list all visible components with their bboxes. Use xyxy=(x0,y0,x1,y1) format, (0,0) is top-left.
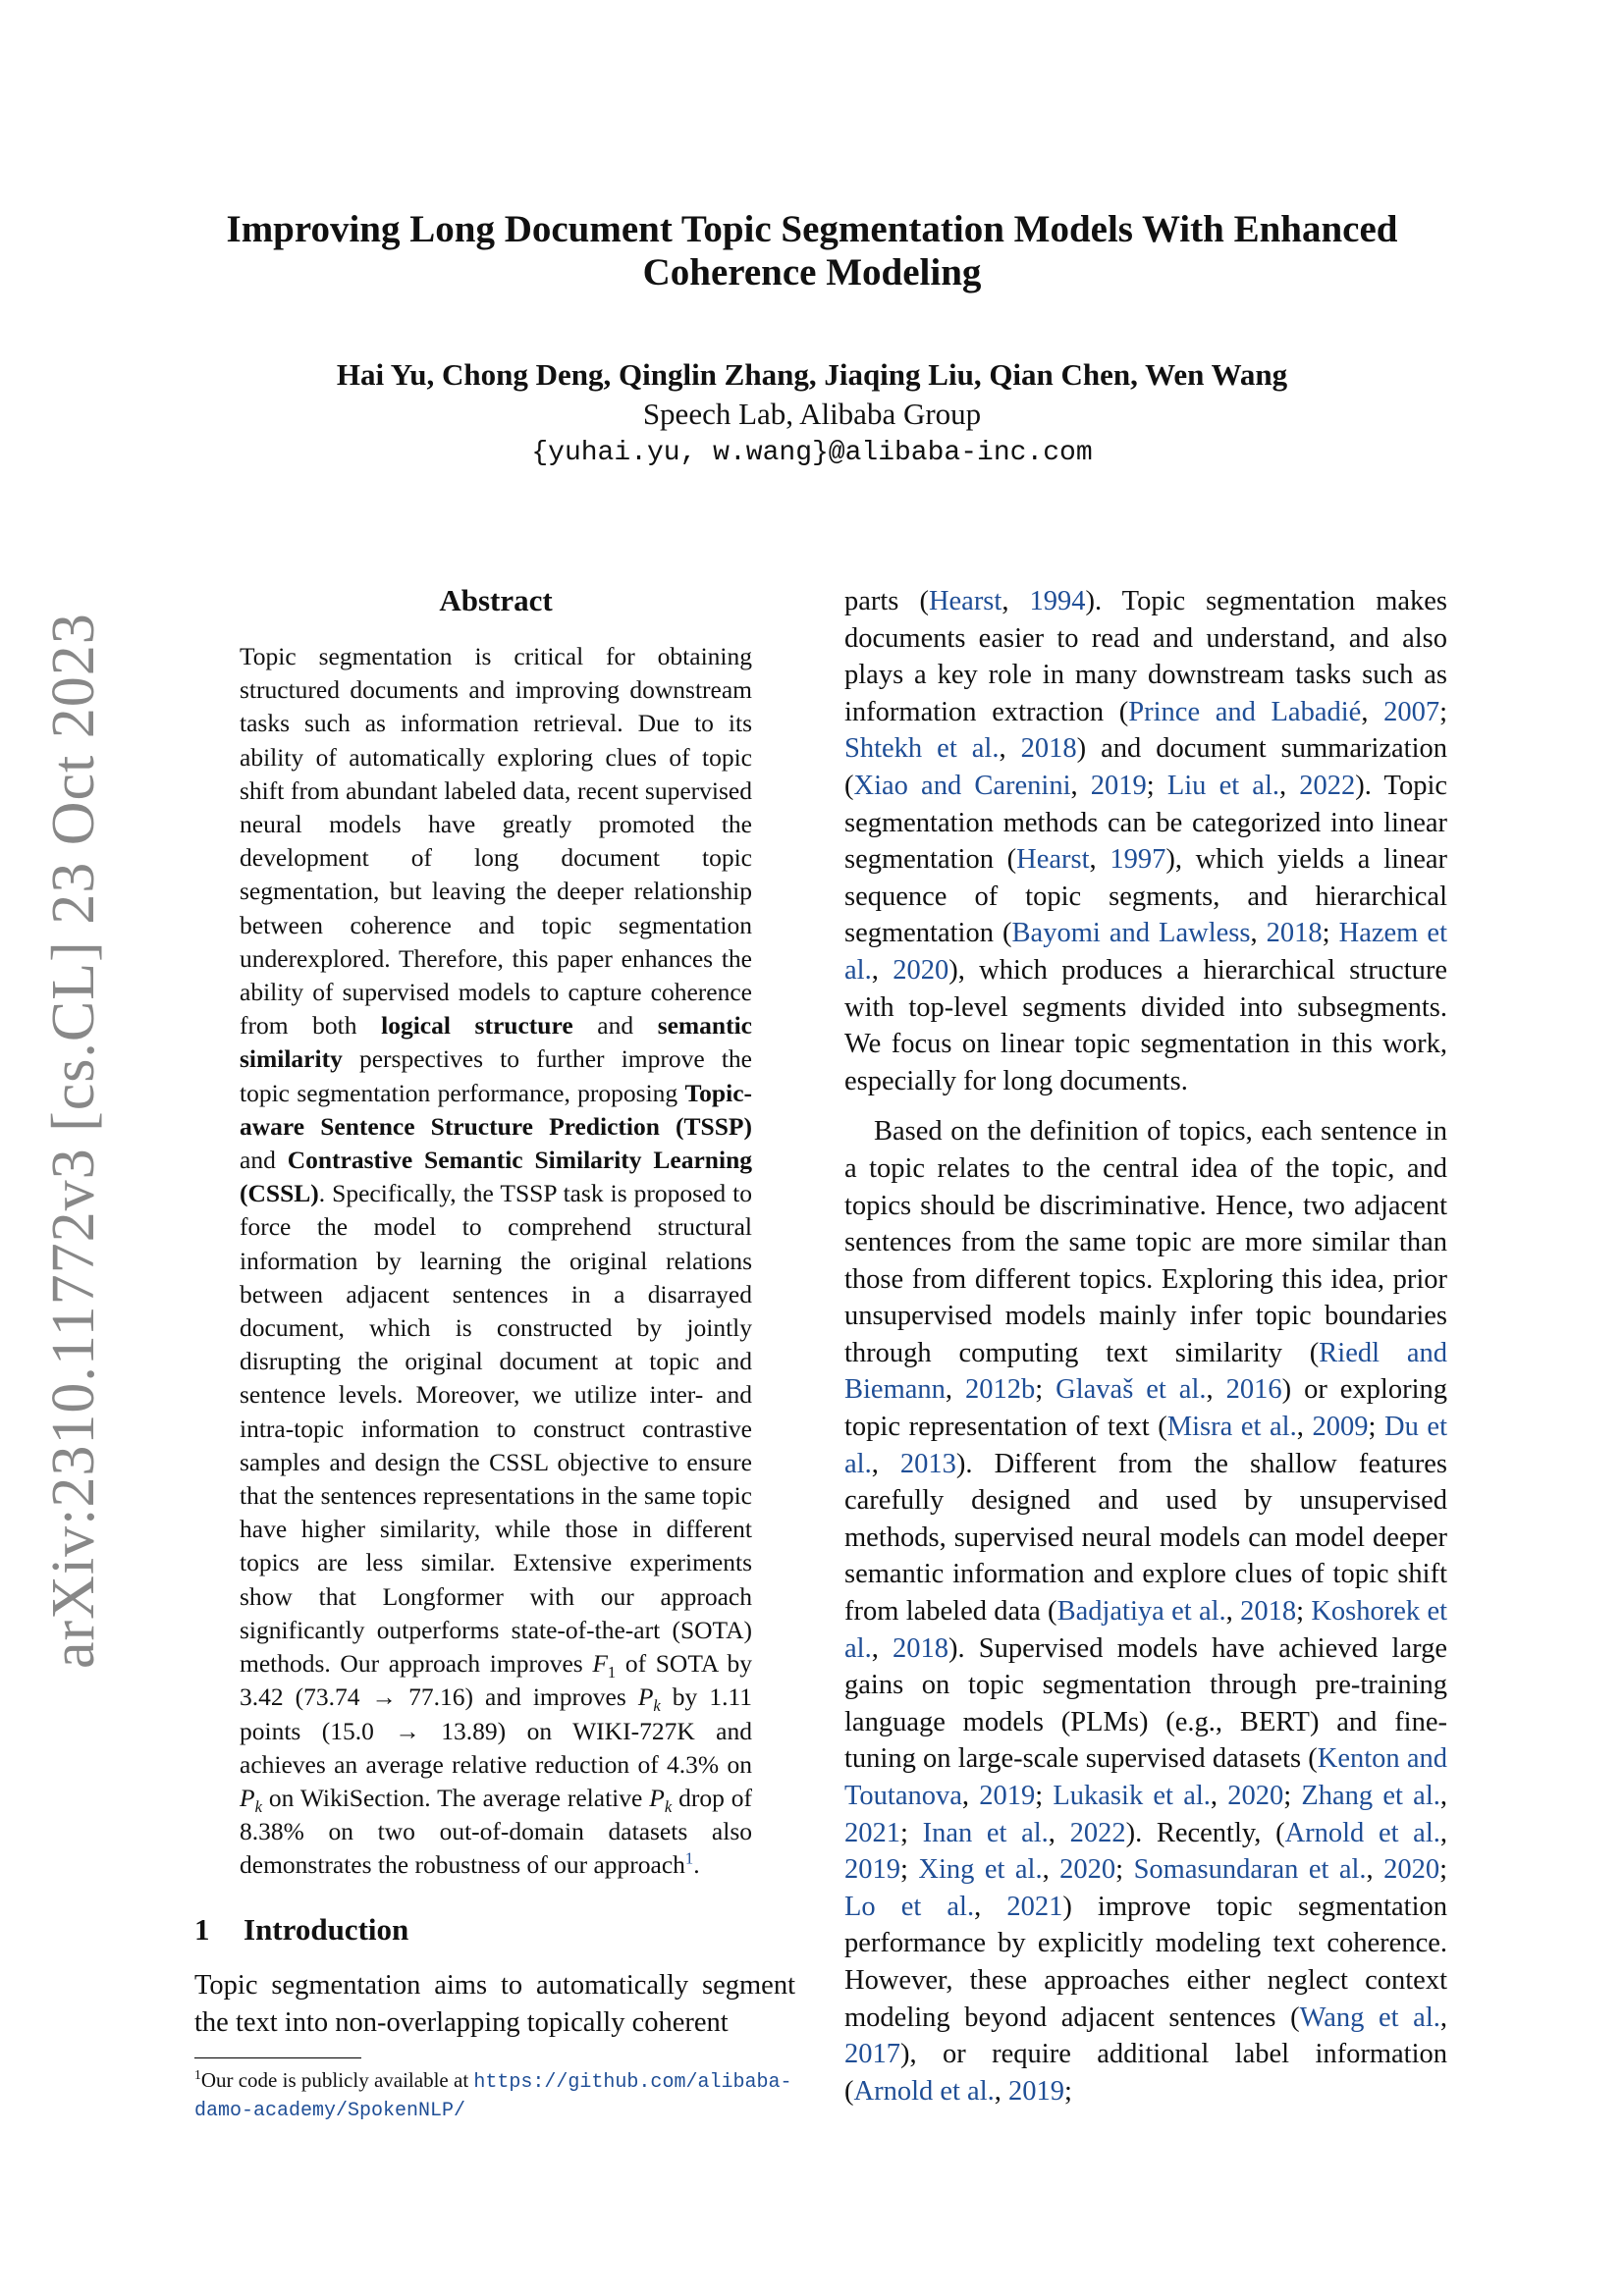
author-list: Hai Yu, Chong Deng, Qinglin Zhang, Jiaqing Liu, Qian Chen, Wen Wang xyxy=(336,357,1288,392)
citation-link[interactable]: 2018 xyxy=(893,1632,949,1664)
citation-link[interactable]: 2018 xyxy=(1240,1596,1297,1628)
citation-link[interactable]: Hazem et al. xyxy=(844,918,1447,986)
citation-link[interactable]: Badjatiya et al. xyxy=(1056,1596,1226,1628)
citation-link[interactable]: 2020 xyxy=(1227,1781,1284,1811)
citation-link[interactable]: 2012b xyxy=(965,1374,1036,1406)
citation-link[interactable]: Liu et al. xyxy=(1166,770,1279,801)
code-repository-link[interactable]: https://github.com/alibaba-damo-academy/SpokenNLP/ xyxy=(194,2071,792,2122)
citation-link[interactable]: Zhang et al. xyxy=(1301,1781,1440,1811)
citation-link[interactable]: Wang et al. xyxy=(1299,2002,1440,2033)
right-column xyxy=(844,583,1447,2109)
citation-link[interactable]: 2018 xyxy=(1020,733,1077,765)
citation-link[interactable]: 2018 xyxy=(1266,918,1323,949)
citation-link[interactable]: Du et al. xyxy=(844,1412,1447,1479)
citation-link[interactable]: 2007 xyxy=(1383,696,1440,727)
paragraph: Based on the definition of topics, each sentence in a topic relates to the central idea of the topic, and topics should be discriminative. Hence, two adjacent sentences from the same topic are more similar than those from different topics. Exploring this idea, prior unsupervised models mainly infer topic boundaries through computing text similarity (Riedl and Biemann, 2012b; Glavaš et al., 2016) or exploring topic representation of text (Misra et al., 2009; Du et al., 2013). Different from the shallow features carefully designed and used by unsupervised methods, supervised neural models can model deeper semantic information and explore clues of topic shift from labeled data (Badjatiya et al., 2018; Koshorek et al., 2018). Supervised models have achieved large gains on topic segmentation through pre-training language models (PLMs) (e.g., BERT) and fine-tuning on large-scale supervised datasets (Kenton and Toutanova, 2019; Lukasik et al., 2020; Zhang et al., 2021; Inan et al., 2022). Recently, (Arnold et al., 2019; Xing et al., 2020; Somasundaran et al., 2020; Lo et al., 2021) improve topic segmentation performance by explicitly modeling text coherence. However, these approaches either neglect context modeling beyond adjacent sentences (Wang et al., 2017), or require additional label information (Arnold et al., 2019; xyxy=(844,1116,1448,2107)
citation-link[interactable]: Riedl and Biemann xyxy=(844,1337,1447,1406)
abstract-body: Topic segmentation is critical for obtaining structured documents and improving downstream tasks such as information retrieval. Due to its ability of automatically exploring clues of topic shift from abundant labeled data, recent supervised neural models have greatly promoted the development of long document topic segmentation, but leaving the deeper relationship between coherence and topic segmentation underexplored. Therefore, this paper enhances the ability of supervised models to capture coherence from both logical structure and semantic similarity perspectives to further improve the topic segmentation performance, proposing Topic-aware Sentence Structure Prediction (TSSP) and Contrastive Semantic Similarity Learning (CSSL). Specifically, the TSSP task is proposed to force the model to comprehend structural information by learning the original relations between adjacent sentences in a disarrayed document, which is constructed by jointly disrupting the original document at topic and sentence levels. Moreover, we utilize inter- and intra-topic information to construct contrastive samples and design the CSSL objective to ensure that the sentences representations in the same topic have higher similarity, while those in different topics are less similar. Extensive experiments show that Longformer with our approach significantly outperforms state-of-the-art (SOTA) methods. Our approach improves $F_1$ of SOTA by 3.42 (73.74 → 77.16) and improves $P_k$ by 1.11 points (15.0 → 13.89) on WIKI-727K and achieves an average relative reduction of 4.3% on $P_k$ on WikiSection. The average relative $P_k$ drop of 8.38% on two out-of-domain datasets also demonstrates the robustness of our approach$^1$. xyxy=(240,642,753,1880)
citation-link[interactable]: 2020 xyxy=(1059,1854,1116,1886)
section-heading-introduction: 1 Introduction xyxy=(194,1912,409,1947)
citation-link[interactable]: Misra et al. xyxy=(1166,1412,1297,1443)
citation-link[interactable]: Kenton and Toutanova xyxy=(844,1743,1447,1811)
citation-link[interactable]: 2021 xyxy=(1006,1891,1063,1922)
citation-link[interactable]: 2019 xyxy=(979,1781,1036,1811)
citation-link[interactable]: Arnold et al. xyxy=(853,2075,995,2107)
citation-link[interactable]: Bayomi and Lawless xyxy=(1011,918,1251,949)
citation-link[interactable]: Glavaš et al. xyxy=(1056,1374,1207,1406)
introduction-text: Topic segmentation aims to automatically segment the text into non-overlapping topically coherent xyxy=(194,1970,795,2038)
citation-link[interactable]: Prince and Labadié xyxy=(1128,696,1362,727)
citation-link[interactable]: Lo et al. xyxy=(844,1891,975,1922)
contact-email: {yuhai.yu, w.wang}@alibaba-inc.com xyxy=(531,438,1093,468)
abstract-heading: Abstract xyxy=(439,583,553,617)
citation-link[interactable]: Xing et al. xyxy=(918,1854,1043,1886)
citation-link[interactable]: 2022 xyxy=(1299,770,1356,801)
citation-link[interactable]: 2019 xyxy=(1090,770,1147,801)
citation-link[interactable]: 1994 xyxy=(1029,586,1086,616)
footnote-marker[interactable]: 1 xyxy=(684,1848,694,1868)
footnote: $^1$Our code is publicly available at https://github.com/alibaba-damo-academy/SpokenNLP/ xyxy=(194,2067,792,2122)
arxiv-identifier: arXiv:2310.11772v3 [cs.CL] 23 Oct 2023 xyxy=(40,613,107,1669)
citation-link[interactable]: Lukasik et al. xyxy=(1053,1781,1211,1811)
citation-link[interactable]: 2009 xyxy=(1312,1412,1369,1443)
paragraph: parts (Hearst, 1994). Topic segmentation makes documents easier to read and understand, and also plays a key role in many downstream tasks such as information extraction (Prince and Labadié, 2007; Shtekh et al., 2018) and document summarization (Xiao and Carenini, 2019; Liu et al., 2022). Topic segmentation methods can be categorized into linear segmentation (Hearst, 1997), which yields a linear sequence of topic segments, and hierarchical segmentation (Bayomi and Lawless, 2018; Hazem et al., 2020), which produces a hierarchical structure with top-level segments divided into subsegments. We focus on linear topic segmentation in this work, especially for long documents. xyxy=(844,586,1448,1096)
citation-link[interactable]: 2022 xyxy=(1069,1817,1126,1848)
citation-link[interactable]: Shtekh et al. xyxy=(844,733,1000,765)
citation-link[interactable]: Inan et al. xyxy=(922,1817,1049,1848)
paper-title: Improving Long Document Topic Segmentation Models With Enhanced Coherence Modeling xyxy=(226,208,1398,294)
citation-link[interactable]: Somasundaran et al. xyxy=(1133,1854,1367,1886)
citation-link[interactable]: Hearst xyxy=(1016,844,1090,876)
citation-link[interactable]: 2019 xyxy=(844,1854,900,1886)
citation-link[interactable]: Xiao and Carenini xyxy=(853,770,1071,801)
citation-link[interactable]: 2020 xyxy=(1383,1854,1440,1886)
citation-link[interactable]: Koshorek et al. xyxy=(844,1596,1448,1664)
citation-link[interactable]: 1997 xyxy=(1110,844,1166,876)
citation-link[interactable]: 2021 xyxy=(844,1817,900,1848)
citation-link[interactable]: Hearst xyxy=(928,586,1002,616)
citation-link[interactable]: 2016 xyxy=(1225,1374,1282,1406)
citation-link[interactable]: 2020 xyxy=(893,954,949,986)
citation-link[interactable]: Arnold et al. xyxy=(1284,1817,1440,1848)
citation-link[interactable]: 2019 xyxy=(1008,2075,1065,2107)
citation-link[interactable]: 2017 xyxy=(844,2039,900,2070)
footnote-divider xyxy=(194,2057,361,2058)
affiliation: Speech Lab, Alibaba Group xyxy=(642,397,982,431)
citation-link[interactable]: 2013 xyxy=(899,1448,956,1479)
